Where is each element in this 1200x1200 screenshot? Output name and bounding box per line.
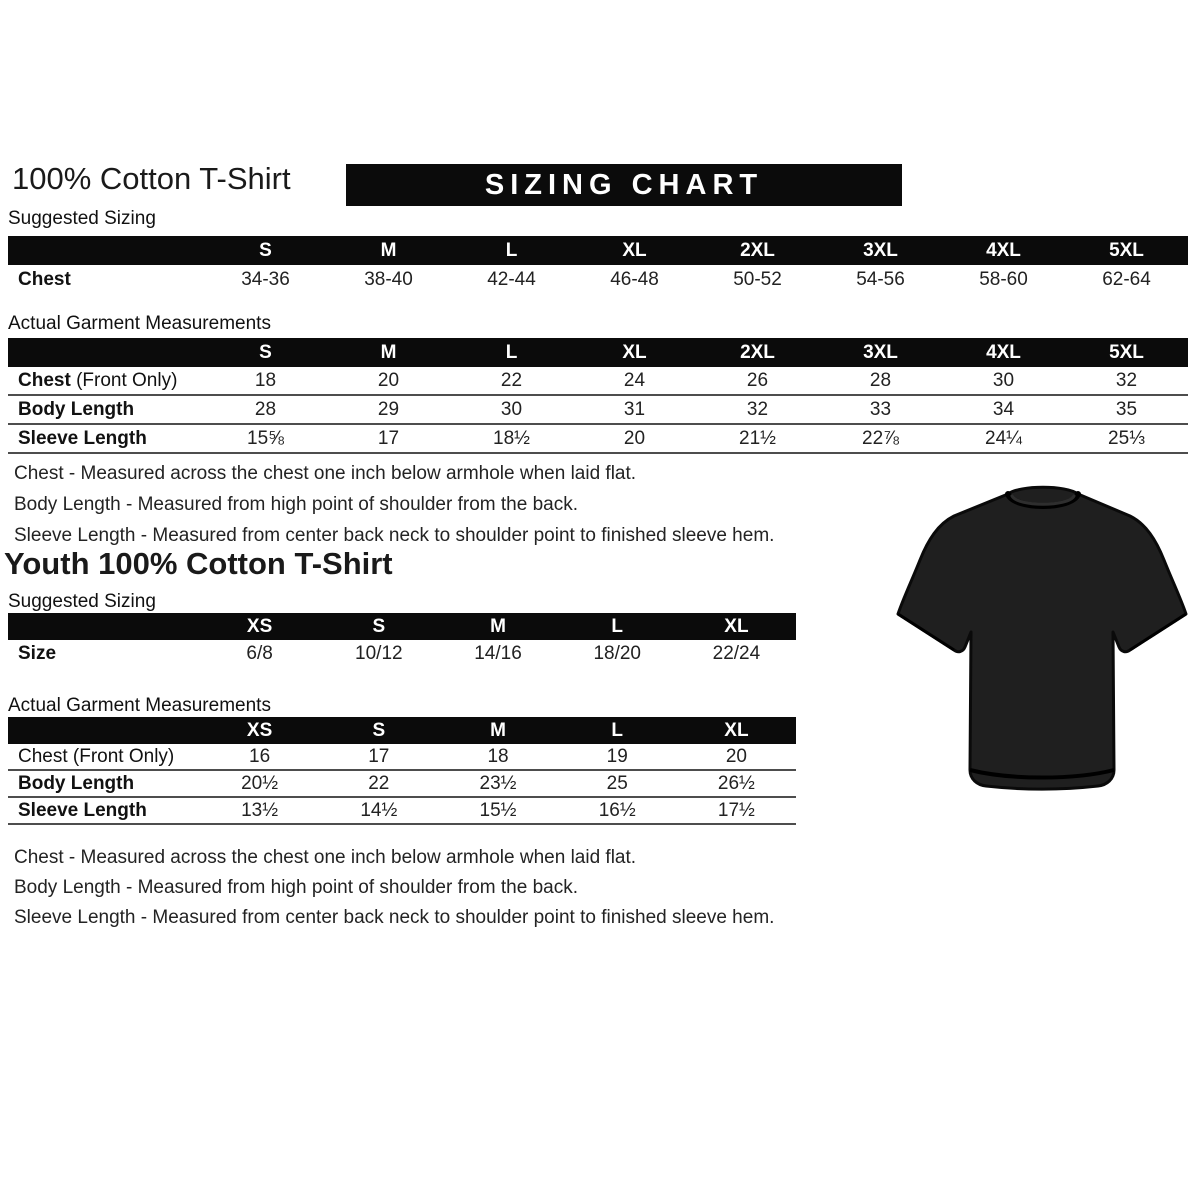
table-header-row	[8, 338, 1188, 367]
column-header-xs: XS	[246, 719, 273, 741]
column-header-4xl: 4XL	[986, 239, 1021, 261]
column-header-5xl: 5XL	[1109, 239, 1144, 261]
adult-suggested-sizing-table	[8, 236, 1188, 294]
row-label-text: Chest	[18, 268, 71, 290]
measurement-value: 22/24	[712, 642, 761, 664]
column-header-3xl: 3XL	[863, 341, 898, 363]
table-row	[8, 425, 1188, 454]
black-tshirt-silhouette	[890, 478, 1195, 808]
youth-actual-measurements-table	[8, 717, 796, 825]
column-header-xl: XL	[724, 719, 749, 741]
column-header-xl: XL	[622, 239, 647, 261]
youth-suggested-sizing-label: Suggested Sizing	[8, 591, 156, 612]
table-row	[8, 798, 796, 825]
measurement-value: 25⅓	[1108, 427, 1145, 449]
youth-suggested-sizing-table	[8, 613, 796, 667]
column-header-s: S	[372, 719, 386, 741]
column-header-3xl: 3XL	[863, 239, 898, 261]
measurement-value: 35	[1115, 398, 1138, 420]
table-row	[8, 367, 1188, 396]
sizing-chart-banner	[346, 164, 902, 206]
row-label-text: Body Length	[18, 398, 135, 420]
table-row	[8, 396, 1188, 425]
youth-section-title: Youth 100% Cotton T-Shirt	[4, 546, 393, 581]
measurement-value: 17	[368, 745, 390, 767]
measurement-value: 24¼	[985, 427, 1022, 449]
measurement-value: 20	[377, 369, 400, 391]
measurement-value: 62-64	[1102, 268, 1151, 290]
measurement-value: 29	[377, 398, 400, 420]
measurement-value: 20½	[241, 772, 279, 794]
table-row	[8, 744, 796, 771]
youth-actual-measurements-label: Actual Garment Measurements	[8, 695, 271, 716]
row-label	[8, 643, 200, 665]
measurement-value: 21½	[739, 427, 776, 449]
measurement-value: 19	[606, 745, 628, 767]
column-header-xl: XL	[622, 341, 647, 363]
measurement-value: 16½	[598, 799, 636, 821]
measurement-value: 22⅞	[862, 427, 899, 449]
column-header-s: S	[259, 239, 272, 261]
measurement-value: 18	[487, 745, 509, 767]
measurement-value: 46-48	[610, 268, 659, 290]
measurement-value: 6/8	[246, 642, 273, 664]
adult-actual-measurements-label: Actual Garment Measurements	[8, 313, 271, 334]
row-label-text: Chest	[18, 369, 71, 391]
column-header-l: L	[611, 719, 624, 741]
tshirt-image	[890, 478, 1195, 808]
column-header-l: L	[505, 239, 518, 261]
measurement-value: 32	[1115, 369, 1138, 391]
row-label-text: Chest (Front Only)	[18, 745, 175, 767]
measurement-value: 18/20	[593, 642, 641, 664]
measurement-value: 18½	[493, 427, 530, 449]
row-label-text: Size	[18, 642, 57, 664]
table-header-row	[8, 236, 1188, 265]
measurement-value: 34	[992, 398, 1015, 420]
measurement-value: 33	[869, 398, 892, 420]
column-header-m: M	[490, 719, 506, 741]
row-label-text: Sleeve Length	[18, 799, 147, 821]
column-header-l: L	[611, 615, 624, 637]
adult-measurement-notes	[14, 458, 774, 551]
column-header-m: M	[490, 615, 506, 637]
measurement-value: 15⅝	[247, 427, 284, 449]
adult-section-title: 100% Cotton T-Shirt	[12, 161, 291, 196]
measurement-value: 13½	[241, 799, 279, 821]
measurement-value: 54-56	[856, 268, 905, 290]
measurement-value: 15½	[479, 799, 517, 821]
column-header-l: L	[505, 341, 518, 363]
measurement-value: 26½	[717, 772, 755, 794]
measurement-value: 20	[725, 745, 747, 767]
sizing-chart-banner-title: SIZING CHART	[484, 168, 764, 201]
row-label	[8, 746, 200, 768]
measurement-value: 28	[254, 398, 277, 420]
measurement-value: 10/12	[355, 642, 403, 664]
column-header-xs: XS	[246, 615, 273, 637]
column-header-2xl: 2XL	[740, 341, 775, 363]
measurement-value: 14½	[360, 799, 398, 821]
measurement-value: 24	[623, 369, 646, 391]
measurement-value: 26	[746, 369, 769, 391]
measurement-value: 25	[606, 772, 628, 794]
measurement-value: 18	[254, 369, 277, 391]
table-row	[8, 265, 1188, 294]
measurement-value: 17	[377, 427, 400, 449]
note-chest: Chest - Measured across the chest one inch below armhole when laid flat.	[14, 463, 637, 484]
youth-measurement-notes	[14, 843, 774, 933]
note-sleeve-length: Sleeve Length - Measured from center back neck to shoulder point to finished sleeve hem.	[14, 907, 775, 928]
column-header-xl: XL	[724, 615, 749, 637]
row-label-text: Sleeve Length	[18, 427, 147, 449]
note-body-length: Body Length - Measured from high point of shoulder from the back.	[14, 877, 578, 898]
measurement-value: 38-40	[364, 268, 413, 290]
measurement-value: 42-44	[487, 268, 536, 290]
measurement-value: 30	[992, 369, 1015, 391]
row-label-note: (Front Only)	[70, 369, 178, 391]
measurement-value: 20	[623, 427, 646, 449]
measurement-value: 23½	[479, 772, 517, 794]
note-chest: Chest - Measured across the chest one inch below armhole when laid flat.	[14, 847, 637, 868]
column-header-m: M	[380, 341, 397, 363]
measurement-value: 30	[500, 398, 523, 420]
measurement-value: 32	[746, 398, 769, 420]
column-header-s: S	[259, 341, 272, 363]
adult-suggested-sizing-label: Suggested Sizing	[8, 208, 156, 229]
measurement-value: 17½	[717, 799, 755, 821]
measurement-value: 14/16	[474, 642, 522, 664]
measurement-value: 34-36	[241, 268, 290, 290]
row-label	[8, 428, 204, 450]
row-label	[8, 773, 200, 795]
measurement-value: 58-60	[979, 268, 1028, 290]
column-header-4xl: 4XL	[986, 341, 1021, 363]
adult-actual-measurements-table	[8, 338, 1188, 454]
measurement-value: 22	[500, 369, 523, 391]
row-label	[8, 399, 204, 421]
measurement-value: 31	[623, 398, 646, 420]
measurement-value: 16	[249, 745, 271, 767]
row-label-text: Body Length	[18, 772, 135, 794]
row-label	[8, 269, 204, 291]
table-header-row	[8, 613, 796, 640]
column-header-s: S	[372, 615, 386, 637]
measurement-value: 22	[368, 772, 390, 794]
table-row	[8, 771, 796, 798]
note-body-length: Body Length - Measured from high point of shoulder from the back.	[14, 494, 578, 515]
table-header-row	[8, 717, 796, 744]
note-sleeve-length: Sleeve Length - Measured from center back neck to shoulder point to finished sleeve hem.	[14, 525, 775, 546]
column-header-5xl: 5XL	[1109, 341, 1144, 363]
column-header-m: M	[380, 239, 397, 261]
measurement-value: 50-52	[733, 268, 782, 290]
column-header-2xl: 2XL	[740, 239, 775, 261]
row-label	[8, 800, 200, 822]
row-label	[8, 370, 204, 392]
measurement-value: 28	[869, 369, 892, 391]
table-row	[8, 640, 796, 667]
